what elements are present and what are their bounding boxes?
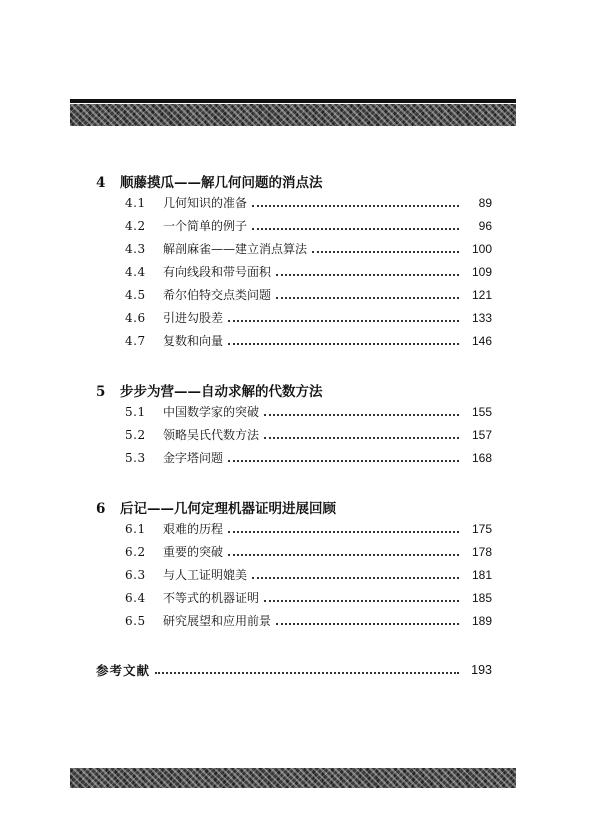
page-number: 100	[471, 241, 492, 256]
section-title: 重要的突破	[163, 545, 224, 559]
dot-leader	[228, 320, 459, 322]
toc-entry[interactable]	[125, 240, 492, 257]
toc-entry[interactable]	[125, 403, 492, 420]
toc-entry[interactable]	[125, 217, 492, 234]
toc-entry[interactable]	[125, 263, 492, 280]
page-number: 133	[471, 310, 492, 325]
section-number: 4.6	[125, 310, 146, 325]
section-number: 5.1	[125, 404, 146, 419]
toc-entry[interactable]	[125, 309, 492, 326]
section-title: 不等式的机器证明	[163, 591, 260, 605]
chapter-heading[interactable]	[96, 497, 336, 517]
toc-entry[interactable]	[125, 612, 492, 629]
dot-leader	[228, 343, 459, 345]
dot-leader	[252, 228, 459, 230]
chapter-title: 顺藤摸瓜——解几何问题的消点法	[120, 175, 323, 191]
chapter-title: 步步为营——自动求解的代数方法	[120, 384, 323, 400]
dot-leader	[228, 460, 459, 462]
section-title: 中国数学家的突破	[163, 405, 260, 419]
chapter-title: 后记——几何定理机器证明进展回顾	[120, 501, 336, 517]
dot-leader	[264, 437, 459, 439]
chapter-heading[interactable]	[96, 171, 323, 191]
chapter-number: 6	[96, 501, 106, 517]
page-number: 185	[471, 590, 492, 605]
section-number: 6.2	[125, 544, 146, 559]
section-number: 4.1	[125, 195, 146, 210]
section-number: 4.4	[125, 264, 146, 279]
section-number: 6.3	[125, 567, 146, 582]
dot-leader	[312, 251, 459, 253]
references-title: 参考文献	[96, 663, 151, 678]
toc-entry[interactable]	[125, 426, 492, 443]
page-number: 89	[478, 195, 492, 210]
dot-leader	[276, 297, 459, 299]
toc-entry[interactable]	[125, 589, 492, 606]
page-number: 109	[471, 264, 492, 279]
section-title: 研究展望和应用前景	[163, 614, 272, 628]
section-number: 4.3	[125, 241, 146, 256]
bottom-decorative-band	[70, 768, 516, 788]
toc-entry[interactable]	[125, 286, 492, 303]
dot-leader	[228, 554, 459, 556]
chapter-number: 4	[96, 175, 106, 191]
dot-leader	[252, 205, 459, 207]
section-title: 解剖麻雀——建立消点算法	[163, 242, 308, 256]
page-number: 193	[471, 663, 492, 677]
chapter-number: 5	[96, 384, 106, 400]
dot-leader	[276, 274, 459, 276]
section-number: 6.4	[125, 590, 146, 605]
dot-leader	[264, 414, 459, 416]
section-title: 金字塔问题	[163, 451, 224, 465]
section-number: 5.3	[125, 450, 146, 465]
chapter-heading[interactable]	[96, 380, 323, 400]
section-title: 几何知识的准备	[163, 196, 248, 210]
section-number: 4.2	[125, 218, 146, 233]
toc-entry[interactable]	[125, 520, 492, 537]
dot-leader	[264, 600, 459, 602]
page-number: 189	[471, 613, 492, 628]
toc-entry[interactable]	[125, 543, 492, 560]
section-title: 希尔伯特交点类问题	[163, 288, 272, 302]
toc-entry[interactable]	[125, 449, 492, 466]
page-number: 96	[478, 218, 492, 233]
section-title: 复数和向量	[163, 334, 224, 348]
page-number: 181	[471, 567, 492, 582]
toc-entry[interactable]	[125, 332, 492, 349]
page-number: 121	[471, 287, 492, 302]
section-title: 艰难的历程	[163, 522, 224, 536]
section-number: 4.5	[125, 287, 146, 302]
page-number: 155	[471, 404, 492, 419]
dot-leader	[155, 672, 459, 674]
toc-entry[interactable]	[125, 566, 492, 583]
section-number: 6.5	[125, 613, 146, 628]
section-title: 与人工证明媲美	[163, 568, 248, 582]
toc-entry[interactable]	[125, 194, 492, 211]
page-number: 146	[471, 333, 492, 348]
page-number: 178	[471, 544, 492, 559]
section-title: 一个简单的例子	[163, 219, 248, 233]
section-title: 引进勾股差	[163, 311, 224, 325]
page-number: 157	[471, 427, 492, 442]
section-number: 4.7	[125, 333, 146, 348]
section-number: 6.1	[125, 521, 146, 536]
dot-leader	[276, 623, 459, 625]
page-number: 168	[471, 450, 492, 465]
top-decorative-band	[70, 104, 516, 126]
section-title: 领略吴氏代数方法	[163, 428, 260, 442]
references-entry[interactable]	[96, 661, 492, 679]
page-number: 175	[471, 521, 492, 536]
section-title: 有向线段和带号面积	[163, 265, 272, 279]
dot-leader	[228, 531, 459, 533]
dot-leader	[252, 577, 459, 579]
section-number: 5.2	[125, 427, 146, 442]
